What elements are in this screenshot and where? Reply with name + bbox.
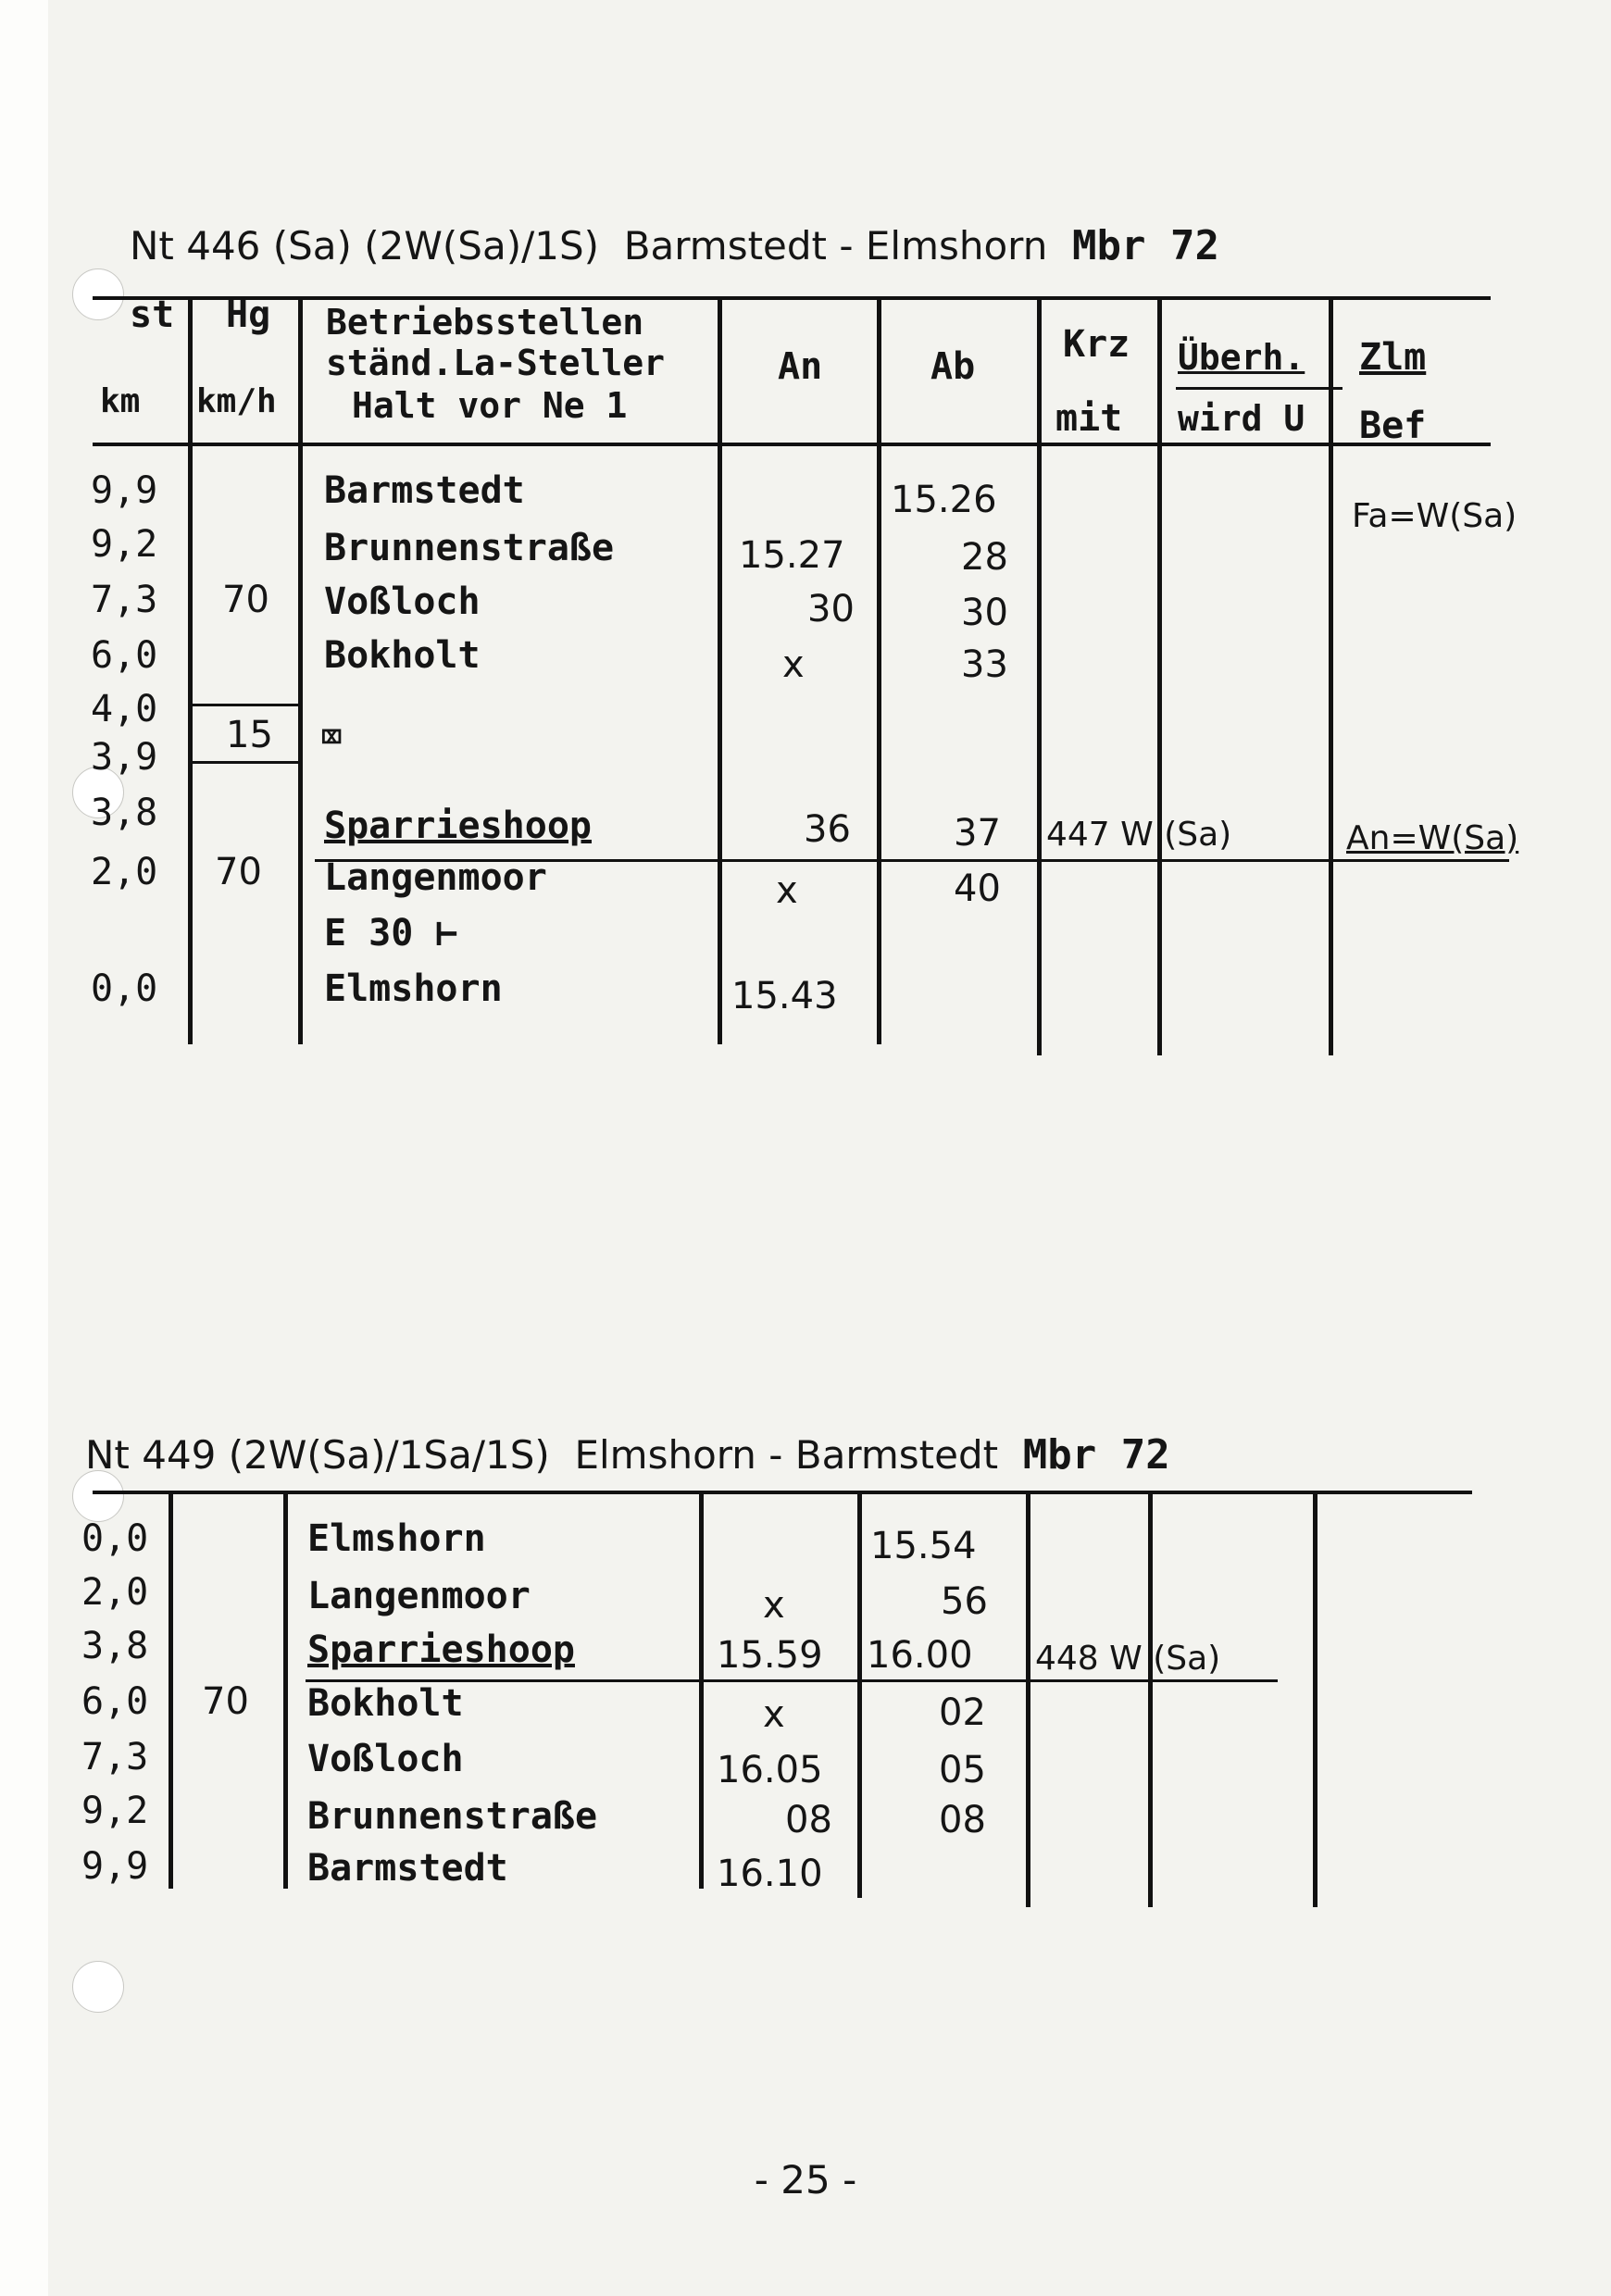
table2-row-hg: 70 — [202, 1680, 249, 1723]
table1-header-hg-bottom: km/h — [196, 382, 277, 420]
table1-row-station: E 30 ⊢ — [324, 912, 458, 955]
table2-row-ab: 08 — [939, 1799, 986, 1841]
table2-row-km: 3,8 — [81, 1625, 149, 1667]
table1-row-an: x — [782, 643, 805, 686]
table1-header-ueberh-bottom: wird U — [1178, 398, 1305, 439]
table1-sub-divider — [1176, 387, 1342, 390]
table1-row-km: 7,3 — [91, 579, 158, 621]
table1-header-ab: Ab — [930, 345, 976, 388]
table1-col-line-2 — [298, 296, 303, 1044]
table2-row-km: 9,9 — [81, 1845, 149, 1888]
table1-row-hg: 70 — [222, 579, 269, 621]
table1-header-zlm-top: Zlm — [1359, 336, 1427, 379]
table1-row-zlm: An=W(Sa) — [1346, 819, 1519, 857]
table2-row-km: 9,2 — [81, 1790, 149, 1832]
table1-header-km-bottom: km — [100, 382, 141, 420]
table1-header-betrieb-1: Betriebsstellen — [326, 302, 644, 343]
table1-col-line-5 — [1037, 296, 1042, 1055]
table1-header-betrieb-3: Halt vor Ne 1 — [352, 385, 628, 426]
table1-row-station: Brunnenstraße — [324, 527, 615, 569]
table1-route: Barmstedt - Elmshorn — [623, 223, 1048, 268]
table1-row-ab: 33 — [961, 643, 1008, 686]
table2-col-line-3 — [699, 1491, 704, 1889]
table2-row-ab: 05 — [939, 1749, 986, 1791]
table1-row-an: 15.27 — [739, 534, 845, 577]
table2-title — [85, 1431, 1170, 1479]
table2-mbr: Mbr 72 — [1022, 1431, 1170, 1479]
table2-row-ab: 16.00 — [867, 1634, 973, 1677]
table2-row-ab: 02 — [939, 1691, 986, 1734]
table1-header-km-top: st — [130, 293, 175, 336]
table1-row-km: 9,9 — [91, 469, 158, 512]
table1-row-ab: 30 — [961, 592, 1008, 634]
table1-header-an: An — [778, 345, 823, 388]
table2-row-km: 0,0 — [81, 1517, 149, 1560]
table2-train-number: Nt 449 (2W(Sa)/1Sa/1S) — [85, 1432, 550, 1478]
table1-row-an: 15.43 — [731, 975, 838, 1017]
table1-row-ab: 15.26 — [891, 479, 997, 521]
table2-route: Elmshorn - Barmstedt — [574, 1432, 999, 1478]
table1-row-km: 3,8 — [91, 792, 158, 834]
table2-top-line — [93, 1491, 1472, 1494]
table2-col-line-6 — [1148, 1491, 1153, 1907]
table2-col-line-5 — [1026, 1491, 1030, 1907]
table2-row-km: 7,3 — [81, 1736, 149, 1778]
table1-row-an: x — [776, 869, 798, 912]
table1-row-station: Bokholt — [324, 634, 481, 677]
table1-row-an: 36 — [804, 808, 851, 851]
table2-row-km: 2,0 — [81, 1571, 149, 1614]
table1-title — [130, 222, 1219, 269]
table1-row-an: 30 — [807, 588, 855, 630]
table1-row-km: 4,0 — [91, 688, 158, 730]
table1-row-station: Voßloch — [324, 580, 481, 623]
table1-row-station: Sparrieshoop — [324, 805, 592, 847]
table2-row-km: 6,0 — [81, 1680, 149, 1723]
table2-row-an: 08 — [785, 1799, 832, 1841]
table2-col-line-2 — [283, 1491, 288, 1889]
table1-col-line-7 — [1329, 296, 1333, 1055]
table1-row-station: Barmstedt — [324, 469, 525, 512]
table1-box15-bottom — [192, 761, 301, 764]
table1-row-km: 9,2 — [91, 523, 158, 566]
table2-col-line-1 — [169, 1491, 173, 1889]
table1-header-krz-bottom: mit — [1055, 397, 1123, 440]
table1-train-number: Nt 446 (Sa) (2W(Sa)/1S) — [130, 223, 599, 268]
table2-row-krz: 448 W (Sa) — [1035, 1640, 1221, 1678]
table1-row-hg: 70 — [215, 851, 262, 893]
table1-row-km: 2,0 — [91, 851, 158, 893]
table2-row-an: 16.10 — [717, 1853, 823, 1895]
table1-header-ueberh-top: Überh. — [1178, 337, 1305, 378]
table1-row-station: Elmshorn — [324, 967, 503, 1010]
table2-row-ab: 56 — [941, 1580, 988, 1623]
table2-row-an: 16.05 — [717, 1749, 823, 1791]
table1-row-hg: 15 — [226, 714, 273, 756]
table1-col-line-4 — [877, 296, 881, 1044]
table1-col-line-3 — [718, 296, 722, 1044]
punch-hole-bottom — [72, 1961, 124, 2013]
table1-row-km: 3,9 — [91, 736, 158, 779]
table2-row-station: Langenmoor — [307, 1575, 531, 1617]
table1-header-betrieb-2: ständ.La-Steller — [326, 343, 666, 383]
table2-row-station: Barmstedt — [307, 1847, 508, 1890]
table1-header-krz-top: Krz — [1063, 323, 1130, 366]
table1-row-station: Langenmoor — [324, 856, 547, 899]
table2-row-station: Brunnenstraße — [307, 1795, 598, 1838]
table1-row-krz: 447 W (Sa) — [1046, 816, 1232, 854]
table1-mbr: Mbr 72 — [1072, 222, 1219, 269]
table2-col-line-4 — [857, 1491, 862, 1898]
page-number: - 25 - — [754, 2157, 857, 2202]
table1-header-zlm-bottom: Bef — [1359, 405, 1427, 447]
table1-header-hg-top: Hg — [226, 293, 271, 336]
table1-row-ab: 28 — [961, 536, 1008, 579]
table2-row-an: 15.59 — [717, 1634, 823, 1677]
table2-row-ab: 15.54 — [870, 1525, 977, 1567]
table2-row-an: x — [763, 1693, 785, 1736]
table1-col-line-1 — [188, 296, 193, 1044]
table1-row-km: 6,0 — [91, 634, 158, 677]
table2-row-station: Sparrieshoop — [307, 1628, 575, 1671]
table2-row-station: Bokholt — [307, 1682, 464, 1725]
table2-row-an: x — [763, 1584, 785, 1627]
punch-hole-top — [72, 268, 124, 320]
table1-row-station-symbol: ⌧ — [320, 716, 343, 758]
table2-row-station: Elmshorn — [307, 1517, 486, 1560]
table1-col-line-6 — [1157, 296, 1162, 1055]
table1-row-ab: 37 — [954, 812, 1001, 855]
table1-box15-top — [192, 704, 301, 706]
table1-row-km: 0,0 — [91, 967, 158, 1010]
table1-row-ab: 40 — [954, 867, 1001, 910]
table2-row-station: Voßloch — [307, 1738, 464, 1780]
table2-col-line-7 — [1313, 1491, 1318, 1907]
table1-row-zlm: Fa=W(Sa) — [1352, 497, 1517, 535]
